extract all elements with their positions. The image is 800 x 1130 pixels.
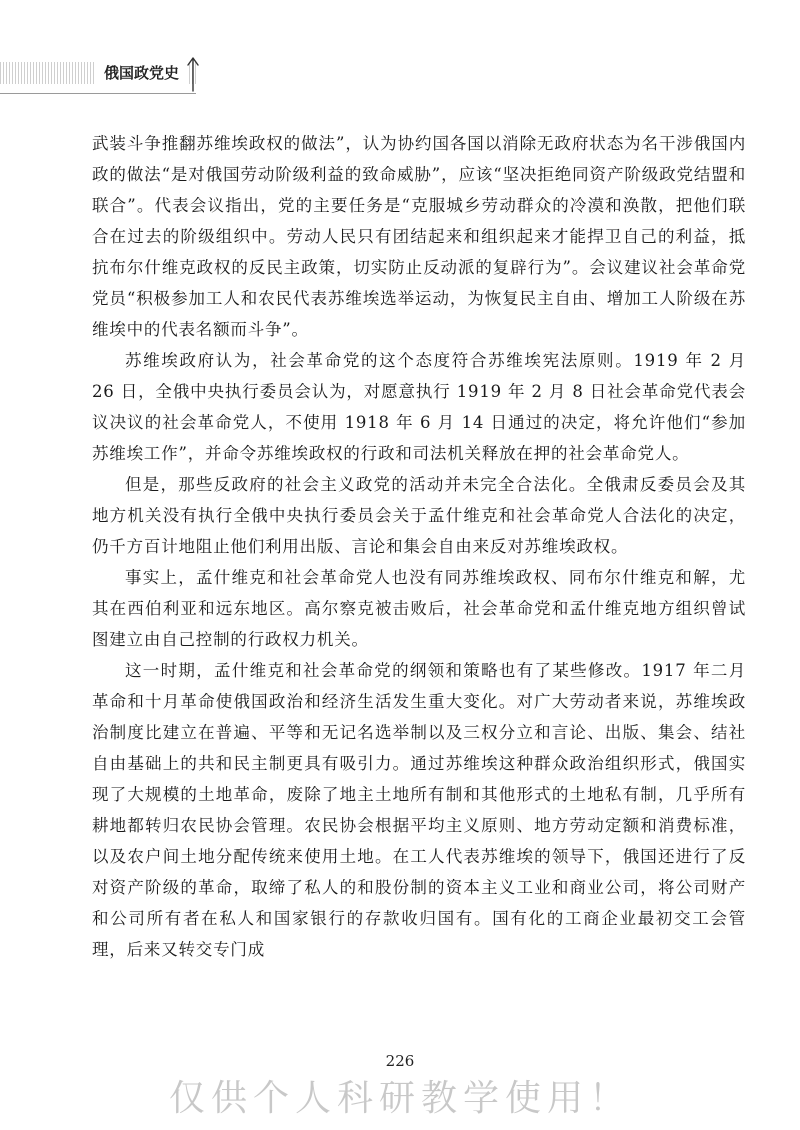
- running-header-title: 俄国政党史: [96, 62, 187, 84]
- paragraph-4: 事实上，孟什维克和社会革命党人也没有同苏维埃政权、同布尔什维克和解，尤其在西伯利亚和远东地区。高尔察克被击败后，社会革命党和孟什维克地方组织曾试图建立由自己控制的行政权力机关。: [92, 568, 746, 649]
- paragraph-5: 这一时期，孟什维克和社会革命党的纲领和策略也有了某些修改。1917 年二月革命和十月革命使俄国政治和经济生活发生重大变化。对广大劳动者来说，苏维埃政治制度比建立在普遍、平等和无记名选举制以及三权分立和言论、出版、集会、结社自由基础上的共和民主制更具有吸引力。通过苏维埃这种群众政治组织形式，俄国实现了大规模的土地革命，废除了地主土地所有制和其他形式的土地私有制，几乎所有耕地都转归农民协会管理。农民协会根据平均主义原则、地方劳动定额和消费标准，以及农户间土地分配传统来使用土地。在工人代表苏维埃的领导下，俄国还进行了反对资产阶级的革命，取缔了私人的和股份制的资本主义工业和商业公司，将公司财产和公司所有者在私人和国家银行的存款收归国有。国有化的工商企业最初交工会管理，后来又转交专门成: [92, 661, 746, 959]
- paragraph-1: 武装斗争推翻苏维埃政权的做法”，认为协约国各国以消除无政府状态为名干涉俄国内政的做法“是对俄国劳动阶级利益的致命威胁”，应该“坚决拒绝同资产阶级政党结盟和联合”。代表会议指出，党的主要任务是“克服城乡劳动群众的冷漠和涣散，把他们联合在过去的阶级组织中。劳动人民只有团结起来和组织起来才能捍卫自己的利益，抵抗布尔什维克政权的反民主政策，切实防止反动派的复辟行为”。会议建议社会革命党党员“积极参加工人和农民代表苏维埃选举运动，为恢复民主自由、增加工人阶级在苏维埃中的代表名额而斗争”。: [92, 134, 746, 339]
- page-number: 226: [385, 1052, 415, 1070]
- paragraph-2: 苏维埃政府认为，社会革命党的这个态度符合苏维埃宪法原则。1919 年 2 月 26 日，全俄中央执行委员会认为，对愿意执行 1919 年 2 月 8 日社会革命党代表会议决议的社会革命党人，不使用 1918 年 6 月 14 日通过的决定，将允许他们“参加苏维埃工作”，并命令苏维埃政权的行政和司法机关释放在押的社会革命党人。: [92, 351, 746, 463]
- paragraph-3: 但是，那些反政府的社会主义政党的活动并未完全合法化。全俄肃反委员会及其地方机关没有执行全俄中央执行委员会关于孟什维克和社会革命党人合法化的决定，仍千方百计地阻止他们利用出版、言论和集会自由来反对苏维埃政权。: [92, 475, 746, 556]
- arrow-up-icon: [186, 56, 200, 92]
- body-text: [92, 128, 746, 965]
- header-rule: [0, 93, 196, 94]
- watermark-text: 仅供个人科研教学使用！: [168, 1078, 631, 1119]
